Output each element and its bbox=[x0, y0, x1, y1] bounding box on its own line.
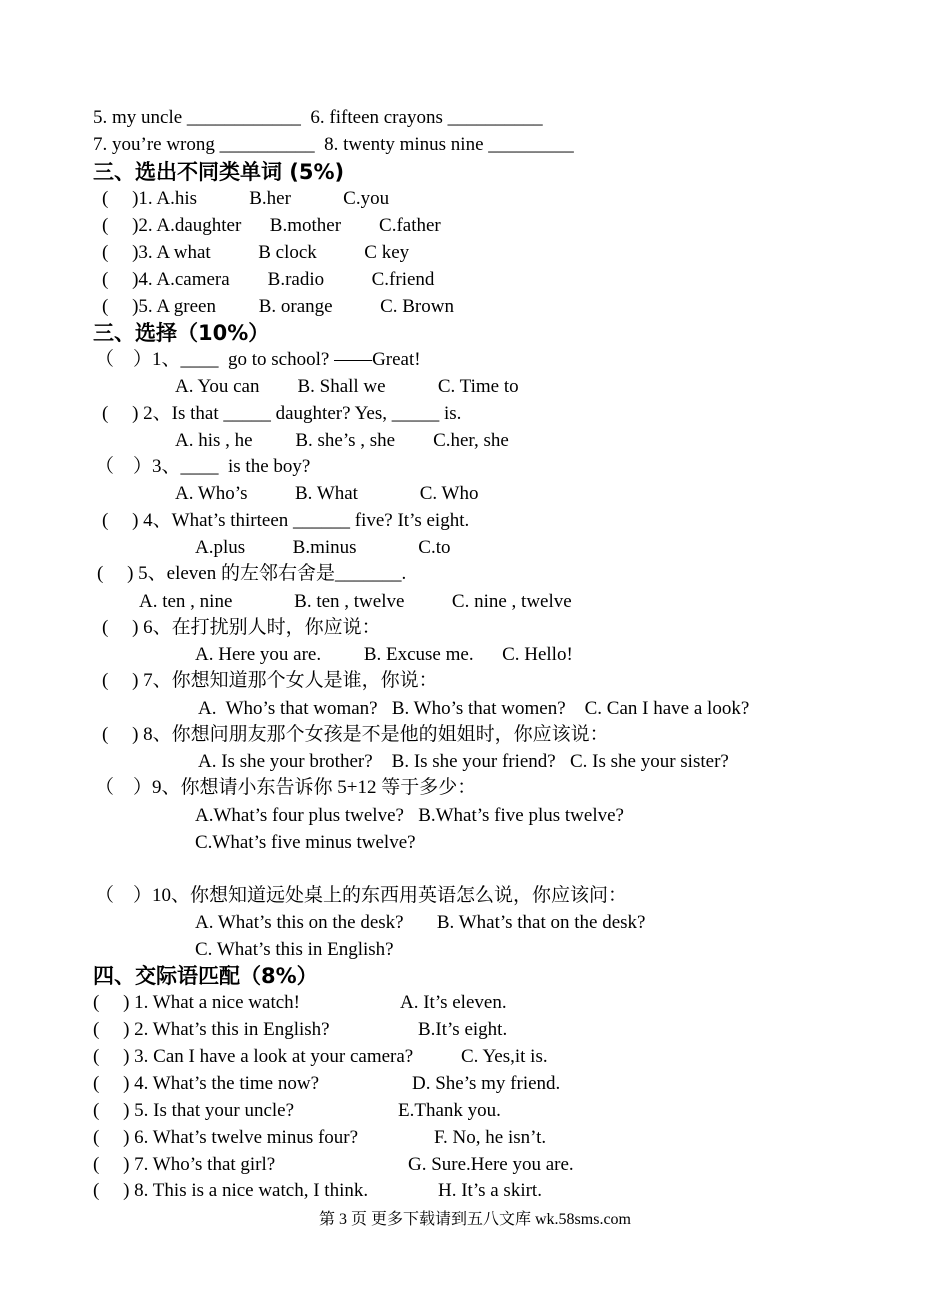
choice-question-6: ( ) 6、在打扰别人时，你应说： bbox=[102, 617, 381, 638]
match-question-6: ( ) 6. What’s twelve minus four? bbox=[93, 1127, 359, 1148]
choice-options-9b: C.What’s five minus twelve? bbox=[195, 832, 416, 853]
odd-item-3: ( )3. A what B clock C key bbox=[102, 242, 410, 263]
choice-options-9a: A.What’s four plus twelve? B.What’s five plus twelve? bbox=[195, 805, 624, 826]
choice-options-10a: A. What’s this on the desk? B. What’s that on the desk? bbox=[195, 912, 646, 933]
match-answer-a: A. It’s eleven. bbox=[400, 992, 507, 1013]
choice-options-1: A. You can B. Shall we C. Time to bbox=[175, 376, 519, 397]
match-answer-g: G. Sure.Here you are. bbox=[408, 1154, 574, 1175]
section-heading-choice: 三、选择（10%） bbox=[93, 321, 270, 345]
choice-options-5: A. ten , nine B. ten , twelve C. nine , twelve bbox=[139, 591, 572, 612]
choice-question-4: ( ) 4、What’s thirteen ______ five? It’s eight. bbox=[102, 510, 470, 531]
choice-question-5: ( ) 5、eleven 的左邻右舍是_______. bbox=[97, 563, 407, 584]
match-answer-b: B.It’s eight. bbox=[418, 1019, 508, 1040]
choice-options-7: A. Who’s that woman? B. Who’s that women? C. Can I have a look? bbox=[198, 698, 750, 719]
match-question-4: ( ) 4. What’s the time now? bbox=[93, 1073, 320, 1094]
choice-options-8: A. Is she your brother? B. Is she your friend? C. Is she your sister? bbox=[198, 751, 729, 772]
choice-options-10b: C. What’s this in English? bbox=[195, 939, 394, 960]
odd-item-2: ( )2. A.daughter B.mother C.father bbox=[102, 215, 441, 236]
match-answer-c: C. Yes,it is. bbox=[461, 1046, 548, 1067]
odd-item-5: ( )5. A green B. orange C. Brown bbox=[102, 296, 454, 317]
page-footer: 第 3 页 更多下载请到五八文库 wk.58sms.com bbox=[318, 1211, 631, 1228]
choice-options-4: A.plus B.minus C.to bbox=[195, 537, 451, 558]
choice-question-2: ( ) 2、Is that _____ daughter? Yes, _____ is. bbox=[102, 403, 462, 424]
choice-options-3: A. Who’s B. What C. Who bbox=[175, 483, 479, 504]
match-answer-f: F. No, he isn’t. bbox=[434, 1127, 547, 1148]
odd-item-1: ( )1. A.his B.her C.you bbox=[102, 188, 390, 209]
match-question-8: ( ) 8. This is a nice watch, I think. bbox=[93, 1180, 369, 1201]
choice-question-7: ( ) 7、你想知道那个女人是谁，你说： bbox=[102, 670, 438, 691]
odd-item-4: ( )4. A.camera B.radio C.friend bbox=[102, 269, 435, 290]
choice-question-9: （ ）9、你想请小东告诉你 5+12 等于多少： bbox=[95, 777, 477, 798]
choice-question-3: （ ）3、____ is the boy? bbox=[95, 456, 311, 477]
match-question-7: ( ) 7. Who’s that girl? bbox=[93, 1154, 276, 1175]
match-question-5: ( ) 5. Is that your uncle? bbox=[93, 1100, 295, 1121]
match-answer-h: H. It’s a skirt. bbox=[438, 1180, 542, 1201]
section-heading-matching: 四、交际语匹配（8%） bbox=[93, 964, 318, 988]
choice-question-8: ( ) 8、你想问朋友那个女孩是不是他的姐姐时，你应该说： bbox=[102, 724, 609, 745]
match-question-1: ( ) 1. What a nice watch! bbox=[93, 992, 300, 1013]
match-answer-d: D. She’s my friend. bbox=[412, 1073, 561, 1094]
choice-options-6: A. Here you are. B. Excuse me. C. Hello! bbox=[195, 644, 573, 665]
choice-question-10: （ ）10、你想知道远处桌上的东西用英语怎么说，你应该问： bbox=[95, 885, 628, 906]
choice-question-1: （ ）1、____ go to school? ——Great! bbox=[95, 349, 421, 370]
section-heading-odd-one-out: 三、选出不同类单词 (5%) bbox=[93, 160, 345, 184]
translate-line-5-6: 5. my uncle ____________ 6. fifteen crayons __________ bbox=[93, 107, 543, 128]
match-answer-e: E.Thank you. bbox=[398, 1100, 501, 1121]
choice-options-2: A. his , he B. she’s , she C.her, she bbox=[175, 430, 509, 451]
match-question-3: ( ) 3. Can I have a look at your camera? bbox=[93, 1046, 414, 1067]
match-question-2: ( ) 2. What’s this in English? bbox=[93, 1019, 330, 1040]
translate-line-7-8: 7. you’re wrong __________ 8. twenty minus nine _________ bbox=[93, 134, 574, 155]
